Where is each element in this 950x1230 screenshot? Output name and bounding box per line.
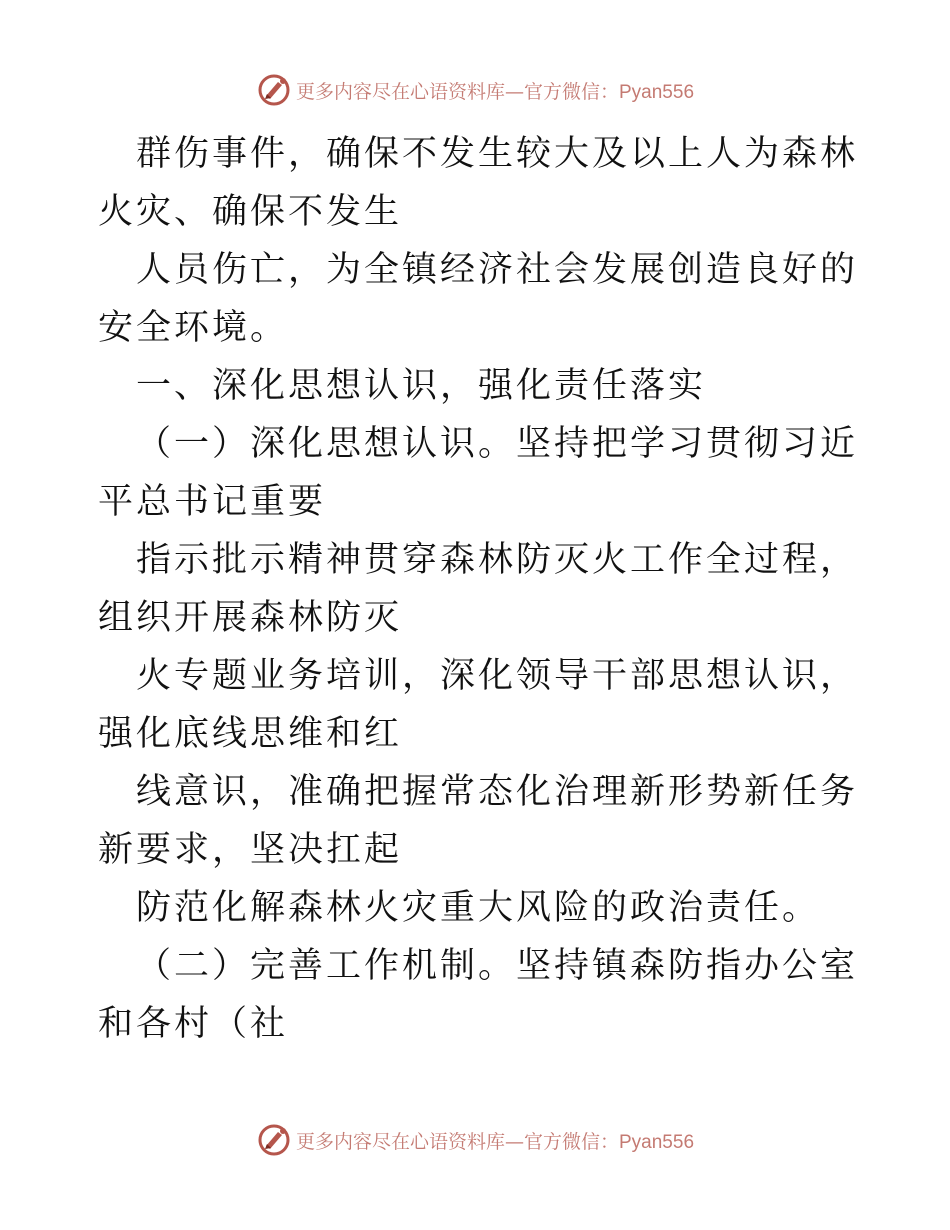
watermark-label: 更多内容尽在心语资料库—官方微信： [295, 1130, 619, 1153]
paragraph-line: （一）深化思想认识。坚持把学习贯彻习近平总书记重要 [98, 424, 859, 522]
watermark-account: Pyan556 [619, 1131, 695, 1153]
paragraph-line: 指示批示精神贯穿森林防灭火工作全过程，组织开展森林防灭 [98, 540, 859, 638]
paragraph-line: （二）完善工作机制。坚持镇森防指办公室和各村（社 [98, 946, 859, 1044]
watermark-label: 更多内容尽在心语资料库—官方微信： [295, 80, 619, 103]
paragraph-line: 线意识，准确把握常态化治理新形势新任务新要求，坚决扛起 [98, 772, 859, 870]
header-watermark [0, 70, 950, 110]
paragraph-line: 群伤事件，确保不发生较大及以上人为森林火灾、确保不发生 [98, 134, 859, 232]
paragraph-line: 人员伤亡，为全镇经济社会发展创造良好的安全环境。 [98, 250, 859, 348]
pen-circle-logo-icon [256, 1122, 292, 1158]
pen-circle-logo-icon [256, 72, 292, 108]
watermark-text [296, 77, 694, 104]
paragraph-line: 火专题业务培训，深化领导干部思想认识，强化底线思维和红 [98, 656, 859, 754]
watermark-text [296, 1127, 694, 1154]
footer-watermark [0, 1120, 950, 1160]
section-heading: 一、深化思想认识，强化责任落实 [136, 366, 707, 406]
watermark-account: Pyan556 [619, 81, 695, 103]
document-body [98, 125, 858, 1053]
paragraph-line: 防范化解森林火灾重大风险的政治责任。 [136, 888, 821, 928]
